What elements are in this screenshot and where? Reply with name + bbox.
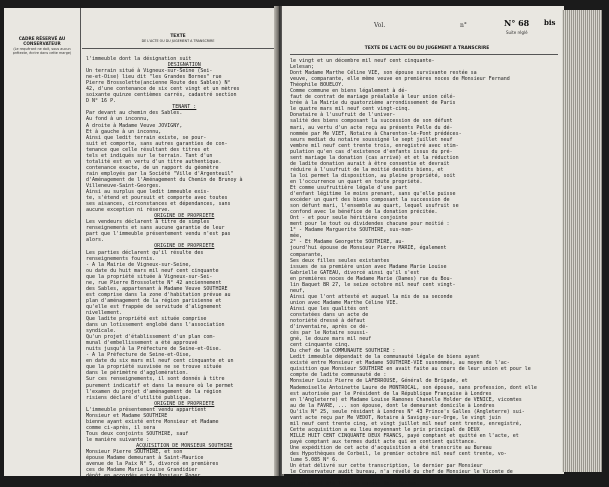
text-line: neuf, [290,287,306,294]
text-line: bienne ayant existé entre Monsieur et Madame [86,418,219,425]
text-line: Pierre Brossolette(ancienne Route des Sables) N° [86,80,231,87]
text-line: dans le périmètre d'agglomération. [86,370,189,377]
text-line: Une expédition de cet acte d'acquisition a été transcrite au Bureau [290,445,492,451]
left-transcript-text [86,56,243,485]
text-line: est comprise dans la zone d'habitation prévue au [86,291,231,298]
text-line: issues de sa première union avec Madame Marie Louise [290,263,447,270]
text-line: Que ladite propriété est située comprise [86,316,207,323]
text-line: renseignements et sans aucune garantie de leur [86,225,225,232]
text-line: en l'occurrence un quart en toute propriété. [290,178,423,185]
text-line: Les parties déclarent qu'il résulte des [86,249,204,256]
volume-label: Vol. [374,22,386,29]
text-line: des Hypothèques de Corbeil, le premier octobre mil neuf cent trente, vo- [290,451,507,458]
text-line: MILLE HUIT CENT CINQUANTE DEUX FRANCS, payé comptant et quitté en l'acte, et [290,432,519,439]
text-line: union avec Madame Marthe Céline VIE. [290,299,399,306]
text-line: Ses deux filles seules existantes [290,257,390,264]
text-line: en l'Angleterre) et Madame Louise Ramones Chanelle Holder de VENICE, vicomtes [290,396,522,403]
text-line: Au fond à un inconnu, [86,116,150,123]
text-line: nuits jusqu'à la Préfecture de Seine-et-Oise. [86,346,222,353]
text-line: Ainsi au surplus que ledit immeuble exis- [86,189,210,196]
left-page [4,8,276,486]
text-line: gné, le douze mars mil neuf [290,336,372,343]
text-line: Mademoiselle Antoinette Laure de MONTROCAL, son épouse, sans profession, dont elle [290,384,537,391]
text-line: salité des biens composant la succession de son défunt [290,118,453,125]
text-line: Monsieur Louis Pierre de LAFERROUSE, Général de Brigade, et [290,378,468,385]
text-line: le manière suivante : [86,436,150,443]
text-line: l'examen du projet d'aménagement de la région [86,388,222,395]
text-line: cès par le Notaire soussi- [290,330,369,337]
text-line: te, s'étend et poursuit et comporte avec toutes [86,195,228,202]
text-line: Ainsi que l'ont attesté et auquel la mis de sa seconde [290,293,453,300]
text-line: Ainsi que les qualités ont [290,305,369,312]
text-line: cent cinquante cinq. [290,342,351,349]
text-line: rain employés par la Société "Ville d'Argenteuil" [86,170,234,177]
text-line: ne-et-Oise) lieu dit "les Grandes Bornes" rue [86,74,222,81]
text-line: plan d'aménagement de la région parisienne et [86,297,222,304]
text-line: Un terrain situé à Vigneux-sur-Seine (Sei- [86,68,213,75]
left-column-title: TEXTE [170,34,186,39]
text-line: risiens déclaré d'utilité publique. [86,394,192,401]
folio-suffix: bis [544,18,556,27]
left-column-header [84,34,272,44]
text-line: épouse Madame demeurant à Saint-Maurice [86,455,204,462]
text-line: avenue de la Paix N° 5, divorcé en premières [86,461,219,468]
text-line: mée, [290,233,303,240]
margin-title: CADRE RÉSERVÉ AU CONSERVATEUR [18,36,66,46]
text-line: Et comme usufruitière légale d'une part [290,184,408,191]
text-line: 42, d'une contenance de six cent vingt et un mètres [86,86,240,93]
text-line: ORIGINE DE PROPRIETE [154,213,215,220]
text-line: munal d'embellissement a été approuvé [86,340,198,347]
text-line: mari, au vertu d'un acte reçu au présents Pelle du dé- [290,124,453,131]
text-line: d'enfant légitime le moins prenant, sans qu'elle puisse [290,191,456,198]
text-line: confond avec le bénéfice de la donation précitée. [290,209,438,216]
text-line: Monsieur et Madame SOUTHIRE [86,412,168,419]
text-line: contenance exacte, de un rapport du géomètre [86,164,219,171]
text-line: TENANT : [172,104,197,111]
text-line: purement indicatif et dans la mesure où le permet [86,382,234,389]
text-line: le vingt et un décembre mil neuf cent cinquante- [290,58,435,64]
text-line: nivellement. [86,309,123,316]
text-line: syndicale. [86,328,117,335]
conservator-margin [4,8,81,476]
text-line: veuve, comparante, elle même veuve en premières noces de Monsieur Fernand [290,76,510,83]
text-line: en date du six mars mil neuf cent cinquante et un [86,358,234,365]
text-line: notoriété dressé à défaut [290,318,366,325]
text-line: dépôt en accordés entre Monsieur Roger [86,473,201,480]
right-column-header: TEXTE DE L'ACTE OU DU JUGEMENT A TRANSCRIRE [364,46,490,51]
margin-note: (Le requérant ne doit, sous aucun prétexte, écrire dans cette marge) [12,47,72,55]
text-line: pulation qu'en cas d'existence d'enfants issus du pré- [290,148,453,155]
text-line: le quatre mars mil neuf cent vingt-cinq. [290,106,411,113]
text-line: au de la FAVRE, ... son épouse, dont le demeurant domicile à Londres [290,402,495,409]
right-header-rule [290,54,558,55]
text-line: jourd'hui épouse de Monsieur Pierre MARIE, également [290,245,447,252]
text-line: alors. [86,237,105,244]
text-line: de GRANDIDIER, en son domicile sus-indiqué [86,479,213,486]
text-line: D N° 16 P. [86,98,117,105]
text-line: Gabrielle GATEAU, divorcé ainsi qu'il s'est [290,269,420,276]
text-line: soixante quinze centièmes carrés, cadastré section [86,92,237,99]
text-line: Dont Madame Marthe Céline VIE, son épouse survivante restée sa [290,70,477,77]
text-line: d'Aménagement de l'Aménagement du Chemin de Brunoy à [86,176,243,183]
text-line: Les vendeurs déclarent à titre de simples [86,219,210,226]
text-line: A droite à Madame Veuve JOVIGNY, [86,122,183,129]
text-line: ACQUISITION DE MONSIEUR SOUTHIRE [136,443,233,449]
text-line: 1° - Madame Marguerite SOUTHIRE, sus-nom- [290,227,414,234]
text-line: de ladite donation aurait à être consentie et devrait [290,160,450,167]
text-line: ption aussi été limitée aucune inscription. [290,481,420,487]
text-line: - A la Préfecture de Seine-et-Oise, [86,352,192,359]
text-line: que la propriété susvisée ne se trouve située [86,364,222,371]
right-transcript-text [290,58,537,487]
text-line: ORIGINE DE PROPRIETE [154,243,215,250]
text-line: vant acte reçu par Me VEDOT, Notaire à Savigny-sur-Orge, le vingt juin [290,414,501,421]
text-line: qu'elle est frappée de servitude d'alignement [86,303,222,310]
text-line: en premières noces de Madame Marie (Dames) rue du Bou- [290,275,453,282]
text-line: vembre mil neuf cent trente trois, enregistré avec stim- [290,142,459,149]
text-line: totalité est en vertu d'un titre authentique. [86,158,222,165]
corner-note: Suite réglé [506,30,528,35]
text-line: seurs mediat du notaire soussigné le sept juillet neuf [290,136,453,143]
text-line: Lelesan; [290,64,315,71]
text-line: nommée par Me VIET, Notaire à Charenton-le-Pont prédéces- [290,130,462,137]
number-label: n° [460,22,467,29]
text-line: quisition que Monsieur SOUTHIRE en avait faite au cours de leur union et pour le [290,366,531,373]
text-line: Monsieur Pierre SOUTHIRE, et son [86,449,183,456]
text-line: faut de contrat de mariage préalable à leur union célé- [290,94,456,101]
text-line: dans un lotissement englobé dans l'association [86,322,225,329]
text-line: Par devant au chemin des Sables. [86,110,183,117]
text-line: Cette acquisition a eu lieu moyennant le prix principal de DEUX [290,426,480,433]
header-rule [82,48,274,49]
left-column-subtitle: DE L'ACTE OU DU JUGEMENT A TRANSCRIRE [141,39,215,43]
text-line: ses aisances, circonstances et dépendances, sans [86,201,231,208]
text-line: DESIGNATION [167,62,201,69]
text-line: mil neuf cent trente cinq, et vingt juillet mil neuf cent trente, enregistré, [290,420,522,427]
text-line: Qu'ils N° 25, seule résidant à Londres N° 43 Prince's Galles (Angleterre) sui- [290,408,525,415]
text-line: que la propriété située à Vigneux-sur-Sei- [86,273,213,280]
text-line: compte de ladite communauté de : [290,372,387,379]
text-line: est autorisée par le Président de la République Française à Londres [290,390,492,397]
text-line: Un état délivré sur cette transcription, le dernier par Monsieur [290,463,483,470]
text-line: comparante, [290,251,324,258]
text-line: tels et indiqués sur le terrain. Tant d'un [86,152,213,159]
text-line: Qu'un projet d'établissement d'un plan com- [86,334,216,341]
text-line: Théophile BOUELOY. [290,82,345,89]
text-line: Tous deux conjoints SOUTHIRE, sauf [86,430,189,437]
text-line: d'inventaire, après ce dé- [290,324,369,331]
text-line: suit et comporte, sans autres garanties de con- [86,140,228,147]
right-page [282,6,564,487]
text-line: Et à gauche à un inconnu, [86,128,162,135]
text-line: 2° - Et Madame Georgette SOUTHIRE, au- [290,239,405,246]
text-line: Comme commune en biens légalement à dé- [290,88,408,95]
text-line: des Sables, appartenant à Madame Veuve SOUTHIRE [86,285,228,292]
text-line: constatées dans un acte de [290,311,369,318]
text-line: part que l'immeuble présentement vendu n'est pas [86,231,231,238]
text-line: réduire à l'usufruit de la moitié desdits biens, et [290,166,444,173]
text-line: l'immeuble dont la désignation suit [86,56,192,62]
text-line: Villeneuve-Saint-Georges. [86,182,162,189]
folio-number: N° 68 [504,18,530,28]
text-line: L'immeuble présentement vendu appartient [86,406,207,413]
text-line: Ledit immeuble dépendait de la communauté légale de biens ayant [290,354,480,361]
text-line: Ont - et pour seule héritière conjointe [290,215,408,222]
text-line: ment pour le tout ou dividendes chacune pour moitié : [290,221,450,228]
text-line: brée à la Mairie du quatorzième arrondissement de Paris [290,100,456,107]
text-line: le Conservateur audit bureau, n'a révélé du chef de Monsieur le Vicomte de [290,469,513,476]
text-line: sent mariage la donation (cas arrivé) et et la réduction [290,154,459,161]
text-line: Du chef de la COMMUNAUTE SOUTHIRE : [290,348,396,355]
text-line: la FAROUSE vendeur, et de ses précédents propriétaires aucunes inscri- [290,475,501,482]
text-line: payé comptant aux termes dudit acte qui en contient quittance. [290,438,477,445]
text-line: Sur ces renseignements, il sont donnés à titre [86,376,225,383]
text-line: Ainsi que ledit terrain existe, se pour- [86,134,207,141]
page-edges [562,10,602,472]
text-line: ou date du huit mars mil neuf cent cinquante [86,267,219,274]
text-line: comme ci-après, il sera [86,424,156,431]
text-line: tenance que celle résultant des titres et [86,146,210,153]
text-line: existé entre Monsieur et Madame SOUTHIRE-VIE susnommés, au moyen de l'ac- [290,360,510,367]
text-line: ne, rue Pierre Brossolette N° 42 anciennement [86,279,222,286]
text-line: lume 5.085 N° 6. [290,457,339,464]
text-line: excéder un quart des biens composant la succession de [290,197,450,204]
text-line: renseignements fournis. [86,255,156,262]
text-line: la loi permet la disposition, au pleine propriété, soit [290,172,456,179]
text-line: - A la Mairie de Vigneux-sur-Seine, [86,261,192,268]
text-line: aucune exception ni réserve. [86,207,171,214]
text-line: ORIGINE DE PROPRIETE [154,400,215,407]
text-line: lin Baquet BR 27, le seize octobre mil neuf cent vingt- [290,281,456,288]
text-line: son défunt mari, l'ensemble au quart, lequel usufruit se [290,203,459,210]
text-line: ces de Madame Marie Louise Grandidier [86,467,198,474]
text-line: Donataire à l'usufruit de l'univer- [290,112,396,119]
